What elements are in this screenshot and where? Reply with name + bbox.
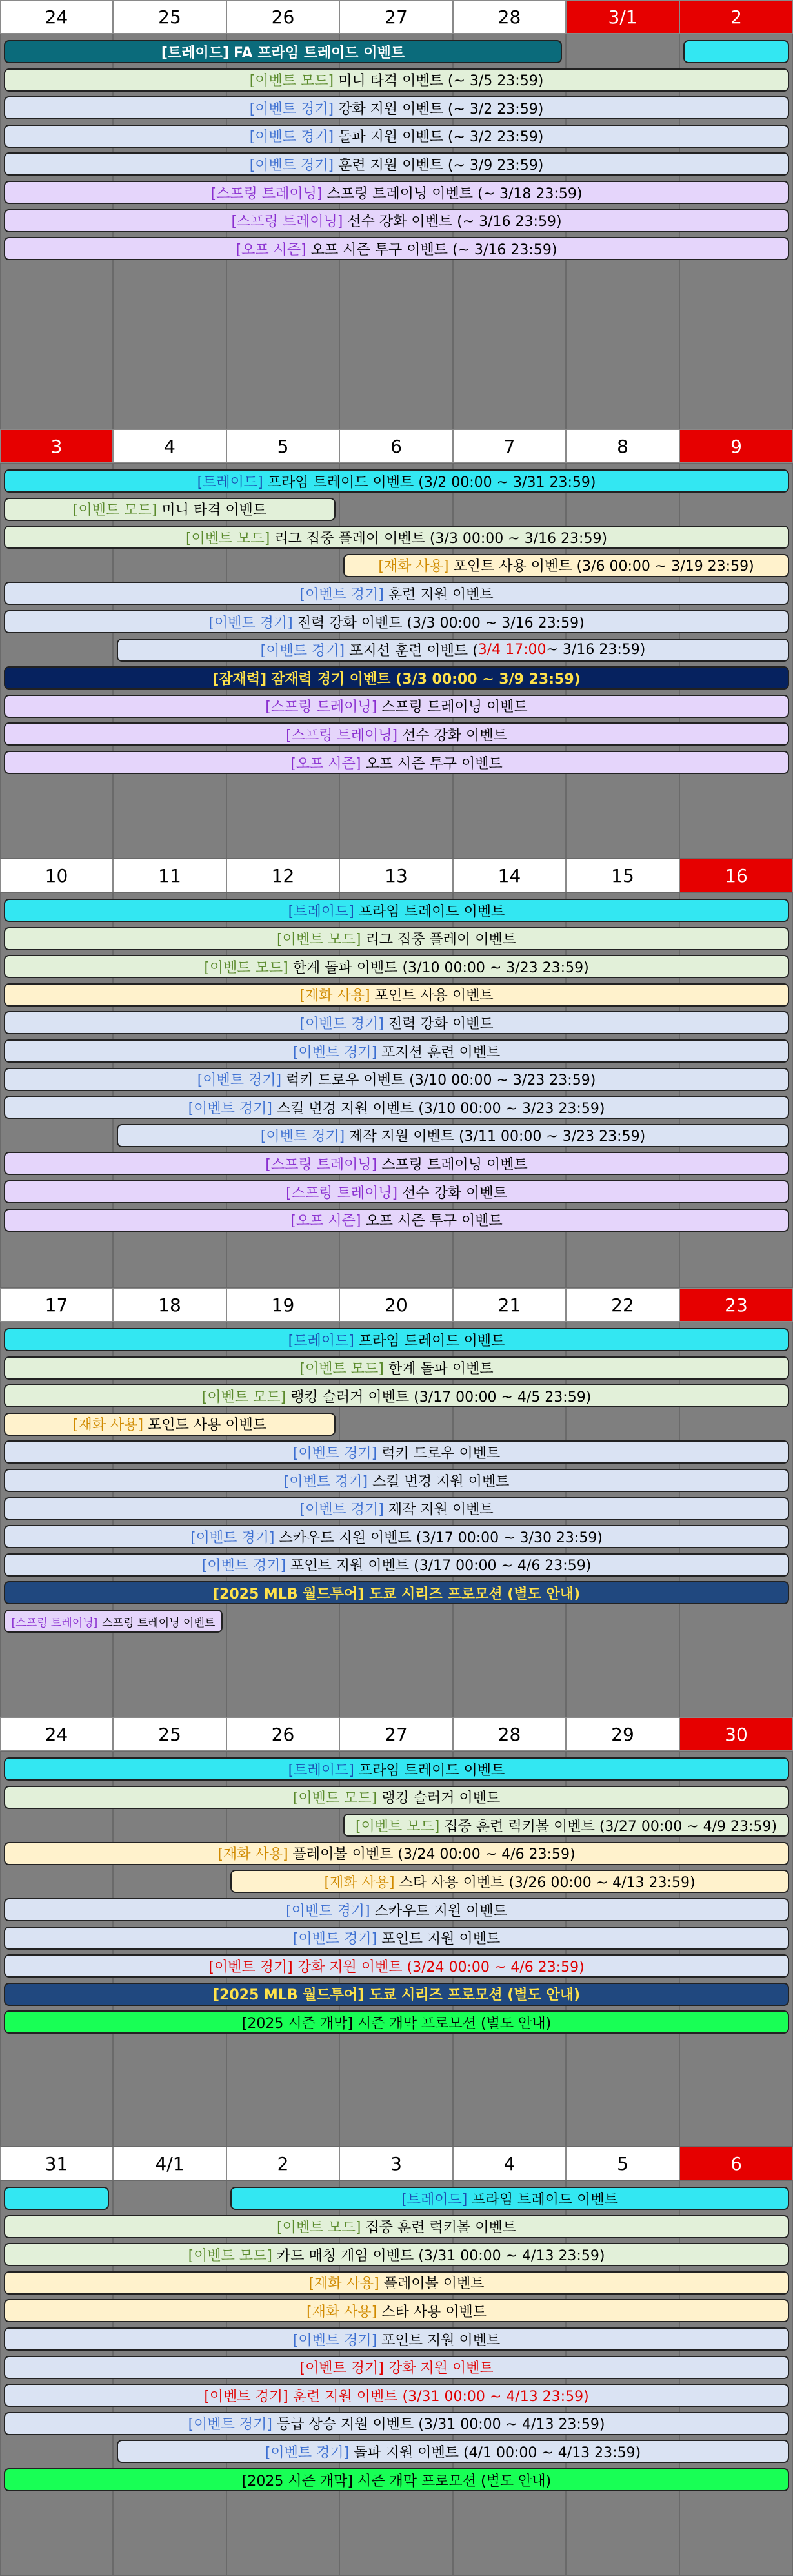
event-bar[interactable] <box>4 2243 789 2266</box>
event-highlight: [이벤트 경기] 강화 지원 이벤트 (3/24 00:00 ~ 4/6 23:59) <box>208 1959 585 1976</box>
event-bar[interactable] <box>4 1983 789 2006</box>
event-tag: [이벤트 모드] <box>72 502 157 519</box>
event-bar[interactable] <box>117 2440 789 2463</box>
day-header: 17 <box>0 1288 113 1322</box>
day-header: 10 <box>0 859 113 892</box>
event-bar[interactable] <box>4 1328 789 1351</box>
event-bar[interactable] <box>4 1553 789 1577</box>
event-title: 프라임 트레이드 이벤트 <box>358 1333 505 1349</box>
event-tag: [이벤트 경기] <box>197 1072 282 1089</box>
event-bar[interactable] <box>4 1954 789 1978</box>
event-bar[interactable] <box>230 2187 789 2210</box>
event-bar[interactable] <box>4 2412 789 2435</box>
event-title: 스프링 트레이닝 이벤트 <box>381 1156 528 1173</box>
day-header: 14 <box>453 859 566 892</box>
day-header: 4 <box>113 429 226 463</box>
event-title: 포인트 지원 이벤트 <box>381 2332 501 2349</box>
event-tag: [스프링 트레이닝] <box>11 1616 98 1630</box>
event-tag: [이벤트 경기] <box>249 101 334 118</box>
event-bar[interactable] <box>230 1870 789 1893</box>
event-bar[interactable] <box>4 1469 789 1492</box>
event-bar[interactable] <box>4 40 562 63</box>
event-title: [2025 MLB 월드투어] 도쿄 시리즈 프로모션 (별도 안내) <box>212 1586 581 1602</box>
event-bar[interactable] <box>4 469 789 493</box>
event-tag: [이벤트 경기] <box>249 129 334 146</box>
event-title: 포지션 훈련 이벤트 ( <box>349 643 478 660</box>
event-tag: [트레이드] <box>288 1333 354 1349</box>
event-title: 랭킹 슬러거 이벤트 <box>381 1790 501 1807</box>
event-tag: [이벤트 경기] <box>188 1100 272 1117</box>
event-bar[interactable] <box>4 526 789 549</box>
event-tag: [스프링 트레이닝] <box>286 1185 398 1201</box>
event-bar[interactable] <box>4 1152 789 1175</box>
event-title: 랭킹 슬러거 이벤트 (3/17 00:00 ~ 4/5 23:59) <box>290 1389 592 1406</box>
event-tag: [재화 사용] <box>306 2304 377 2320</box>
day-header: 26 <box>226 1717 339 1751</box>
event-highlight: [이벤트 경기] 훈련 지원 이벤트 (3/31 00:00 ~ 4/13 23:59) <box>204 2388 589 2405</box>
event-bar[interactable] <box>4 1898 789 1921</box>
event-title: 럭키 드로우 이벤트 (3/10 00:00 ~ 3/23 23:59) <box>286 1072 596 1089</box>
event-title: 포인트 지원 이벤트 (3/17 00:00 ~ 4/6 23:59) <box>290 1558 592 1575</box>
event-bar[interactable] <box>4 1068 789 1091</box>
event-tag: [이벤트 경기] <box>190 1529 275 1546</box>
event-title: 잠재력 경기 이벤트 (3/3 00:00 ~ 3/9 23:59) <box>271 671 581 688</box>
event-bar[interactable] <box>4 1011 789 1034</box>
day-header: 2 <box>679 0 793 34</box>
event-bar[interactable] <box>4 955 789 978</box>
event-bar[interactable] <box>4 610 789 633</box>
event-bar[interactable] <box>4 751 789 774</box>
event-title: 미니 타격 이벤트 <box>161 502 267 519</box>
event-bar[interactable] <box>4 666 789 690</box>
event-bar[interactable] <box>4 125 789 148</box>
event-bar[interactable] <box>4 927 789 950</box>
day-header: 12 <box>226 859 339 892</box>
day-header: 2 <box>226 2147 339 2180</box>
event-bar[interactable] <box>4 209 789 232</box>
event-title: 카드 매칭 게임 이벤트 (3/31 00:00 ~ 4/13 23:59) <box>277 2247 605 2264</box>
event-tag: [이벤트 경기] <box>208 615 293 631</box>
event-bar[interactable] <box>4 1610 223 1633</box>
event-bar[interactable] <box>4 2356 789 2379</box>
event-tag: [이벤트 모드] <box>204 959 288 976</box>
event-bar[interactable] <box>4 1757 789 1781</box>
event-tag: [스프링 트레이닝] <box>286 727 398 744</box>
week-block <box>0 0 793 429</box>
event-title: 리그 집중 플레이 이벤트 (3/3 00:00 ~ 3/16 23:59) <box>274 530 608 547</box>
event-title: 돌파 지원 이벤트 (4/1 00:00 ~ 4/13 23:59) <box>354 2444 641 2461</box>
day-header: 24 <box>0 0 113 34</box>
day-header: 4/1 <box>113 2147 226 2180</box>
event-tag: [재화 사용] <box>299 988 370 1005</box>
event-bar[interactable] <box>4 2187 109 2210</box>
event-bar[interactable] <box>4 1356 789 1380</box>
event-tag: [트레이드] <box>288 1762 354 1779</box>
event-bar[interactable] <box>4 498 336 521</box>
event-highlight: [이벤트 경기] 강화 지원 이벤트 <box>299 2360 494 2377</box>
event-title: 등급 상승 지원 이벤트 (3/31 00:00 ~ 4/13 23:59) <box>277 2417 605 2433</box>
event-tag: [이벤트 모드] <box>355 1818 440 1835</box>
event-tag: [재화 사용] <box>378 558 449 575</box>
week-block <box>0 1717 793 2147</box>
event-title: 포지션 훈련 이벤트 <box>381 1044 501 1061</box>
event-title: 훈련 지원 이벤트 (~ 3/9 23:59) <box>338 157 544 174</box>
event-title: 전력 강화 이벤트 <box>388 1016 494 1032</box>
event-tag: [이벤트 모드] <box>277 2220 361 2236</box>
event-title: 선수 강화 이벤트 <box>402 1185 507 1201</box>
event-title: 프라임 트레이드 이벤트 <box>358 903 505 920</box>
event-bar[interactable] <box>4 237 789 260</box>
event-title: 리그 집중 플레이 이벤트 <box>365 932 516 948</box>
event-title: 프라임 트레이드 이벤트 (3/2 00:00 ~ 3/31 23:59) <box>267 474 596 491</box>
event-title: 돌파 지원 이벤트 (~ 3/2 23:59) <box>338 129 544 146</box>
event-bar[interactable] <box>4 1497 789 1520</box>
event-tag: [이벤트 모드] <box>249 73 334 90</box>
event-tag: [스프링 트레이닝] <box>265 699 377 716</box>
event-tag: [이벤트 경기] <box>299 1502 384 1518</box>
event-tag: [이벤트 경기] <box>286 1903 370 1919</box>
event-tag: [이벤트 모드] <box>277 932 361 948</box>
day-header: 25 <box>113 1717 226 1751</box>
day-header: 6 <box>679 2147 793 2180</box>
event-title: 제작 지원 이벤트 <box>388 1502 494 1518</box>
event-tag: [스프링 트레이닝] <box>210 185 323 202</box>
event-bar[interactable] <box>4 1842 789 1865</box>
event-tag: [재화 사용] <box>72 1417 144 1434</box>
event-title-tail: ~ 3/16 23:59) <box>546 642 646 659</box>
event-title: 스카우트 지원 이벤트 <box>374 1903 507 1919</box>
day-cell <box>0 463 113 859</box>
day-header: 8 <box>566 429 679 463</box>
event-bar[interactable] <box>4 2010 789 2034</box>
day-header: 3/1 <box>566 0 679 34</box>
event-tag: [이벤트 경기] <box>260 1129 345 1145</box>
event-bar[interactable] <box>4 2468 789 2491</box>
event-tag: [이벤트 경기] <box>292 1044 377 1061</box>
event-title: 플레이볼 이벤트 (3/24 00:00 ~ 4/6 23:59) <box>292 1846 576 1863</box>
event-title: 스프링 트레이닝 이벤트 (~ 3/18 23:59) <box>326 185 583 202</box>
event-bar[interactable] <box>4 1209 789 1232</box>
event-tag: [이벤트 경기] <box>188 2417 272 2433</box>
event-tag: [이벤트 경기] <box>260 643 345 660</box>
event-bar[interactable] <box>343 1814 789 1837</box>
event-bar[interactable] <box>117 639 789 662</box>
event-bar[interactable] <box>4 582 789 605</box>
event-title: 스타 사용 이벤트 <box>381 2304 487 2320</box>
event-tag: [이벤트 모드] <box>201 1389 286 1406</box>
day-header: 31 <box>0 2147 113 2180</box>
event-bar[interactable] <box>4 2384 789 2407</box>
day-header: 5 <box>566 2147 679 2180</box>
event-tag: [트레이드] <box>161 45 230 61</box>
event-bar[interactable] <box>4 1525 789 1548</box>
event-title: 집중 훈련 럭키볼 이벤트 (3/27 00:00 ~ 4/9 23:59) <box>444 1818 778 1835</box>
event-title: 포인트 지원 이벤트 <box>381 1931 501 1948</box>
event-tag: [스프링 트레이닝] <box>265 1156 377 1173</box>
event-tag: [오프 시즌] <box>290 755 361 772</box>
day-header: 23 <box>679 1288 793 1322</box>
event-bar[interactable] <box>4 68 789 92</box>
week-block <box>0 1288 793 1717</box>
event-tag: [이벤트 경기] <box>292 2332 377 2349</box>
event-bar[interactable] <box>4 1581 789 1604</box>
event-title: 스킬 변경 지원 이벤트 (3/10 00:00 ~ 3/23 23:59) <box>277 1100 605 1117</box>
event-title: 프라임 트레이드 이벤트 <box>358 1762 505 1779</box>
day-header: 6 <box>339 429 453 463</box>
event-bar[interactable] <box>4 2271 789 2295</box>
event-title: 오프 시즌 투구 이벤트 <box>365 755 503 772</box>
day-header: 29 <box>566 1717 679 1751</box>
event-bar[interactable] <box>4 722 789 746</box>
event-tag: [이벤트 모드] <box>292 1790 377 1807</box>
event-tag: [이벤트 모드] <box>185 530 270 547</box>
event-title: 포인트 사용 이벤트 (3/6 00:00 ~ 3/19 23:59) <box>453 558 754 575</box>
event-tag: [이벤트 경기] <box>265 2444 350 2461</box>
event-tag: [이벤트 모드] <box>299 1361 384 1378</box>
event-title: 포인트 사용 이벤트 <box>148 1417 267 1434</box>
day-header: 24 <box>0 1717 113 1751</box>
event-tag: [오프 시즌] <box>290 1213 361 1230</box>
event-title: 훈련 지원 이벤트 <box>388 586 494 603</box>
event-title: [2025 시즌 개막] 시즌 개막 프로모션 (별도 안내) <box>241 2473 552 2489</box>
event-tag: [이벤트 경기] <box>249 157 334 174</box>
event-bar[interactable] <box>4 1180 789 1203</box>
event-tag: [이벤트 모드] <box>188 2247 272 2264</box>
event-bar[interactable] <box>4 1384 789 1407</box>
event-tag: [재화 사용] <box>324 1874 395 1891</box>
event-bar[interactable] <box>4 695 789 718</box>
event-bar[interactable] <box>4 181 789 204</box>
day-header: 28 <box>453 1717 566 1751</box>
event-tag: [이벤트 경기] <box>283 1473 368 1490</box>
event-bar[interactable] <box>4 1039 789 1063</box>
week-block <box>0 859 793 1288</box>
event-bar[interactable] <box>343 554 789 577</box>
event-tag: [이벤트 경기] <box>201 1558 286 1575</box>
event-highlight: 3/4 17:00 <box>477 642 547 659</box>
day-header: 7 <box>453 429 566 463</box>
event-bar[interactable] <box>4 2299 789 2322</box>
day-header: 27 <box>339 0 453 34</box>
day-header: 25 <box>113 0 226 34</box>
event-title: 프라임 트레이드 이벤트 <box>472 2191 618 2208</box>
day-header: 20 <box>339 1288 453 1322</box>
event-title: 한계 돌파 이벤트 (3/10 00:00 ~ 3/23 23:59) <box>292 959 589 976</box>
event-title: 스타 사용 이벤트 (3/26 00:00 ~ 4/13 23:59) <box>399 1874 696 1891</box>
event-bar[interactable] <box>4 152 789 176</box>
day-header: 13 <box>339 859 453 892</box>
event-tag: [이벤트 경기] <box>292 1445 377 1462</box>
event-tag: [스프링 트레이닝] <box>231 214 343 230</box>
event-title: 스프링 트레이닝 이벤트 <box>102 1616 216 1630</box>
event-title: 미니 타격 이벤트 (~ 3/5 23:59) <box>338 73 544 90</box>
day-header: 15 <box>566 859 679 892</box>
day-header: 11 <box>113 859 226 892</box>
event-tag: [이벤트 경기] <box>292 1931 377 1948</box>
event-title: 선수 강화 이벤트 (~ 3/16 23:59) <box>347 214 562 230</box>
day-header: 16 <box>679 859 793 892</box>
day-header: 4 <box>453 2147 566 2180</box>
event-title: 한계 돌파 이벤트 <box>388 1361 494 1378</box>
day-header: 19 <box>226 1288 339 1322</box>
event-title: [2025 MLB 월드투어] 도쿄 시리즈 프로모션 (별도 안내) <box>212 1987 581 2004</box>
day-header: 9 <box>679 429 793 463</box>
event-title: FA 프라임 트레이드 이벤트 <box>234 45 405 61</box>
day-header: 22 <box>566 1288 679 1322</box>
day-header: 18 <box>113 1288 226 1322</box>
event-title: 전력 강화 이벤트 (3/3 00:00 ~ 3/16 23:59) <box>297 615 585 631</box>
event-tag: [트레이드] <box>288 903 354 920</box>
day-header: 28 <box>453 0 566 34</box>
event-bar[interactable] <box>4 2215 789 2238</box>
week-block <box>0 429 793 859</box>
event-tag: [잠재력] <box>212 671 267 688</box>
event-title: 플레이볼 이벤트 <box>383 2276 485 2293</box>
day-header: 5 <box>226 429 339 463</box>
event-bar[interactable] <box>4 1786 789 1809</box>
event-tag: [재화 사용] <box>308 2276 379 2293</box>
event-bar[interactable] <box>4 899 789 922</box>
event-tag: [이벤트 경기] <box>299 1016 384 1032</box>
event-bar[interactable] <box>4 983 789 1007</box>
event-title: 스프링 트레이닝 이벤트 <box>381 699 528 716</box>
event-bar[interactable] <box>4 1413 336 1436</box>
event-bar[interactable] <box>683 40 789 63</box>
event-title: 포인트 사용 이벤트 <box>374 988 494 1005</box>
event-tag: [트레이드] <box>197 474 263 491</box>
event-bar[interactable] <box>4 1927 789 1950</box>
event-tag: [오프 시즌] <box>236 241 306 258</box>
day-header: 30 <box>679 1717 793 1751</box>
event-title: 럭키 드로우 이벤트 <box>381 1445 501 1462</box>
event-title: 오프 시즌 투구 이벤트 (~ 3/16 23:59) <box>310 241 557 258</box>
event-bar[interactable] <box>117 1124 789 1147</box>
day-header: 26 <box>226 0 339 34</box>
event-title: [2025 시즌 개막] 시즌 개막 프로모션 (별도 안내) <box>241 2015 552 2032</box>
event-bar[interactable] <box>4 1440 789 1464</box>
event-title: 스카우트 지원 이벤트 (3/17 00:00 ~ 3/30 23:59) <box>279 1529 603 1546</box>
event-bar[interactable] <box>4 1096 789 1119</box>
day-header: 3 <box>339 2147 453 2180</box>
day-header: 21 <box>453 1288 566 1322</box>
week-block <box>0 2147 793 2576</box>
event-title: 스킬 변경 지원 이벤트 <box>372 1473 510 1490</box>
event-title: 집중 훈련 럭키볼 이벤트 <box>365 2220 516 2236</box>
event-title: 오프 시즌 투구 이벤트 <box>365 1213 503 1230</box>
event-tag: [재화 사용] <box>217 1846 288 1863</box>
day-header: 27 <box>339 1717 453 1751</box>
event-bar[interactable] <box>4 96 789 119</box>
event-title: 강화 지원 이벤트 (~ 3/2 23:59) <box>338 101 544 118</box>
event-title: 제작 지원 이벤트 (3/11 00:00 ~ 3/23 23:59) <box>349 1129 646 1145</box>
event-title: 선수 강화 이벤트 <box>402 727 507 744</box>
event-bar[interactable] <box>4 2327 789 2351</box>
event-tag: [트레이드] <box>401 2191 468 2208</box>
event-tag: [이벤트 경기] <box>299 586 384 603</box>
day-header: 3 <box>0 429 113 463</box>
